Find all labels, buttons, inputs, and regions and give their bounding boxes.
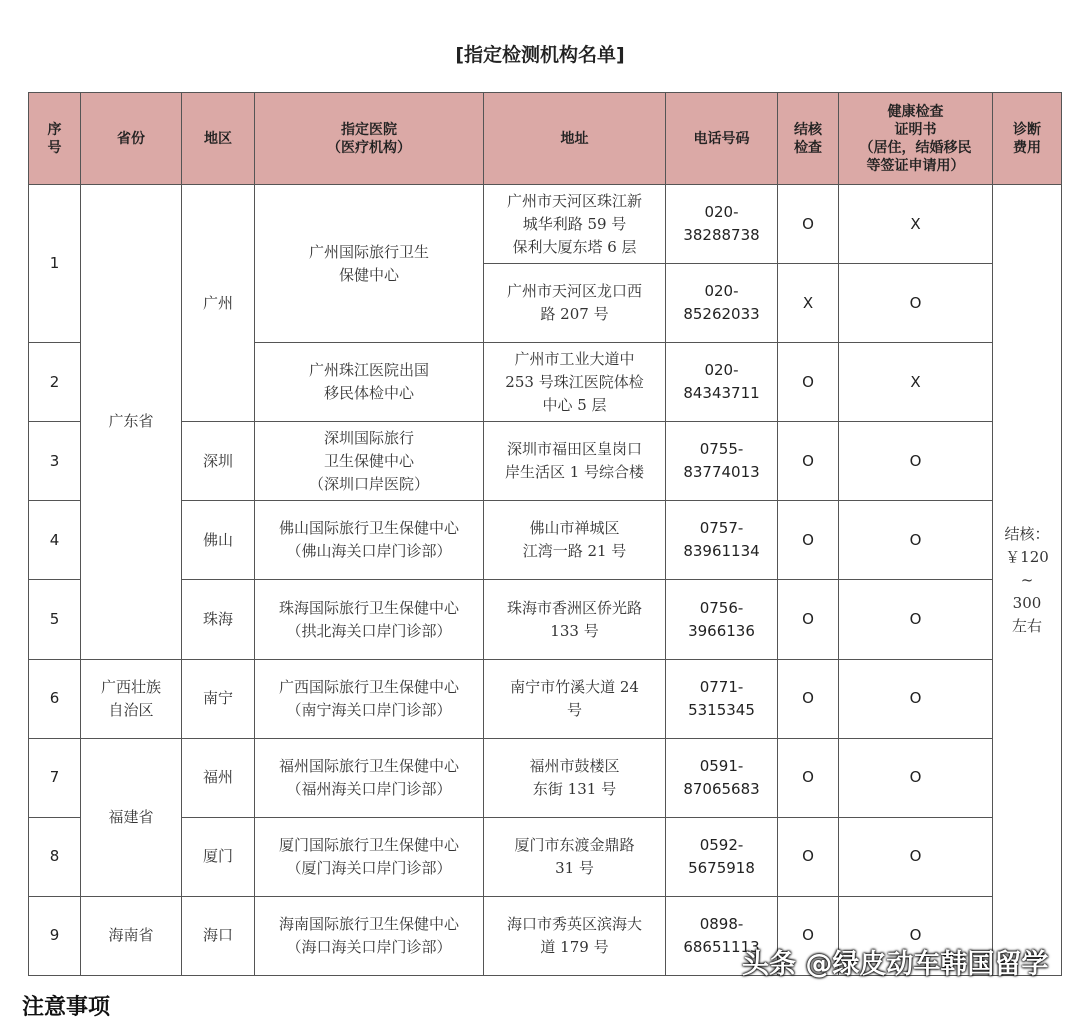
hospital-cell: 厦门国际旅行卫生保健中心 （厦门海关口岸门诊部） xyxy=(255,817,484,896)
phone-cell: 020- 85262033 xyxy=(666,264,778,343)
tb-check-cell: O xyxy=(778,580,839,659)
province-cell: 广东省 xyxy=(81,185,182,659)
hospital-cell: 佛山国际旅行卫生保健中心 （佛山海关口岸门诊部） xyxy=(255,501,484,580)
tb-check-cell: O xyxy=(778,738,839,817)
row-number: 2 xyxy=(29,343,81,422)
tb-check-cell: O xyxy=(778,422,839,501)
region-cell: 海口 xyxy=(182,896,255,975)
tb-check-cell: X xyxy=(778,264,839,343)
region-cell: 广州 xyxy=(182,185,255,422)
table-row xyxy=(29,817,1062,896)
table-row xyxy=(29,580,1062,659)
hospital-cell: 福州国际旅行卫生保健中心 （福州海关口岸门诊部） xyxy=(255,738,484,817)
region-cell: 厦门 xyxy=(182,817,255,896)
header-health-certificate: 健康检查 证明书 （居住，结婚移民 等签证申请用） xyxy=(839,93,993,185)
tb-check-cell: O xyxy=(778,185,839,264)
hospital-cell: 海南国际旅行卫生保健中心 （海口海关口岸门诊部） xyxy=(255,896,484,975)
header-province: 省份 xyxy=(81,93,182,185)
header-phone: 电话号码 xyxy=(666,93,778,185)
certificate-cell: O xyxy=(839,264,993,343)
address-cell: 佛山市禅城区 江湾一路 21 号 xyxy=(484,501,666,580)
watermark: 头条 @绿皮动车韩国留学 xyxy=(742,949,1049,980)
phone-cell: 0592- 5675918 xyxy=(666,817,778,896)
address-cell: 珠海市香洲区侨光路 133 号 xyxy=(484,580,666,659)
row-number: 4 xyxy=(29,501,81,580)
certificate-cell: O xyxy=(839,422,993,501)
address-cell: 广州市天河区珠江新 城华利路 59 号 保利大厦东塔 6 层 xyxy=(484,185,666,264)
certificate-cell: O xyxy=(839,580,993,659)
province-cell: 福建省 xyxy=(81,738,182,896)
notes-heading: 注意事项 xyxy=(22,995,111,1020)
hospital-cell: 广西国际旅行卫生保健中心 （南宁海关口岸门诊部） xyxy=(255,659,484,738)
row-number: 9 xyxy=(29,896,81,975)
certificate-cell: O xyxy=(839,501,993,580)
header-number: 序 号 xyxy=(29,93,81,185)
phone-cell: 0591- 87065683 xyxy=(666,738,778,817)
table-row xyxy=(29,659,1062,738)
certificate-cell: X xyxy=(839,343,993,422)
certificate-cell: O xyxy=(839,659,993,738)
row-number: 1 xyxy=(29,185,81,343)
row-number: 3 xyxy=(29,422,81,501)
region-cell: 珠海 xyxy=(182,580,255,659)
header-hospital: 指定医院 （医疗机构） xyxy=(255,93,484,185)
header-region: 地区 xyxy=(182,93,255,185)
address-cell: 南宁市竹溪大道 24 号 xyxy=(484,659,666,738)
document-title: [指定检测机构名单] xyxy=(455,44,625,66)
header-fee: 诊断 费用 xyxy=(993,93,1062,185)
table-row xyxy=(29,738,1062,817)
hospital-cell: 珠海国际旅行卫生保健中心 （拱北海关口岸门诊部） xyxy=(255,580,484,659)
certificate-cell: O xyxy=(839,738,993,817)
header-address: 地址 xyxy=(484,93,666,185)
region-cell: 深圳 xyxy=(182,422,255,501)
address-cell: 深圳市福田区皇岗口 岸生活区 1 号综合楼 xyxy=(484,422,666,501)
region-cell: 南宁 xyxy=(182,659,255,738)
fee-cell: 结核： ￥120 ~ 300 左右 xyxy=(993,185,1062,976)
certificate-cell: X xyxy=(839,185,993,264)
address-cell: 厦门市东渡金鼎路 31 号 xyxy=(484,817,666,896)
tb-check-cell: O xyxy=(778,659,839,738)
tb-check-cell: O xyxy=(778,896,839,975)
row-number: 6 xyxy=(29,659,81,738)
tb-check-cell: O xyxy=(778,501,839,580)
phone-cell: 0771- 5315345 xyxy=(666,659,778,738)
region-cell: 佛山 xyxy=(182,501,255,580)
phone-cell: 020- 84343711 xyxy=(666,343,778,422)
certificate-cell: O xyxy=(839,896,993,975)
hospital-cell: 广州珠江医院出国 移民体检中心 xyxy=(255,343,484,422)
table-row xyxy=(29,501,1062,580)
address-cell: 广州市天河区龙口西 路 207 号 xyxy=(484,264,666,343)
table-header-row xyxy=(29,93,1062,185)
province-cell: 海南省 xyxy=(81,896,182,975)
phone-cell: 0757- 83961134 xyxy=(666,501,778,580)
hospital-cell: 深圳国际旅行 卫生保健中心 （深圳口岸医院） xyxy=(255,422,484,501)
address-cell: 福州市鼓楼区 东街 131 号 xyxy=(484,738,666,817)
tb-check-cell: O xyxy=(778,817,839,896)
tb-check-cell: O xyxy=(778,343,839,422)
phone-cell: 020- 38288738 xyxy=(666,185,778,264)
certificate-cell: O xyxy=(839,817,993,896)
address-cell: 广州市工业大道中 253 号珠江医院体检 中心 5 层 xyxy=(484,343,666,422)
row-number: 8 xyxy=(29,817,81,896)
phone-cell: 0756- 3966136 xyxy=(666,580,778,659)
phone-cell: 0755- 83774013 xyxy=(666,422,778,501)
hospital-cell: 广州国际旅行卫生 保健中心 xyxy=(255,185,484,343)
phone-cell: 0898- 68651113 xyxy=(666,896,778,975)
address-cell: 海口市秀英区滨海大 道 179 号 xyxy=(484,896,666,975)
row-number: 5 xyxy=(29,580,81,659)
table-row xyxy=(29,185,1062,264)
row-number: 7 xyxy=(29,738,81,817)
header-tb-check: 结核 检查 xyxy=(778,93,839,185)
province-cell: 广西壮族 自治区 xyxy=(81,659,182,738)
table-row xyxy=(29,422,1062,501)
region-cell: 福州 xyxy=(182,738,255,817)
institution-table xyxy=(28,92,1062,976)
